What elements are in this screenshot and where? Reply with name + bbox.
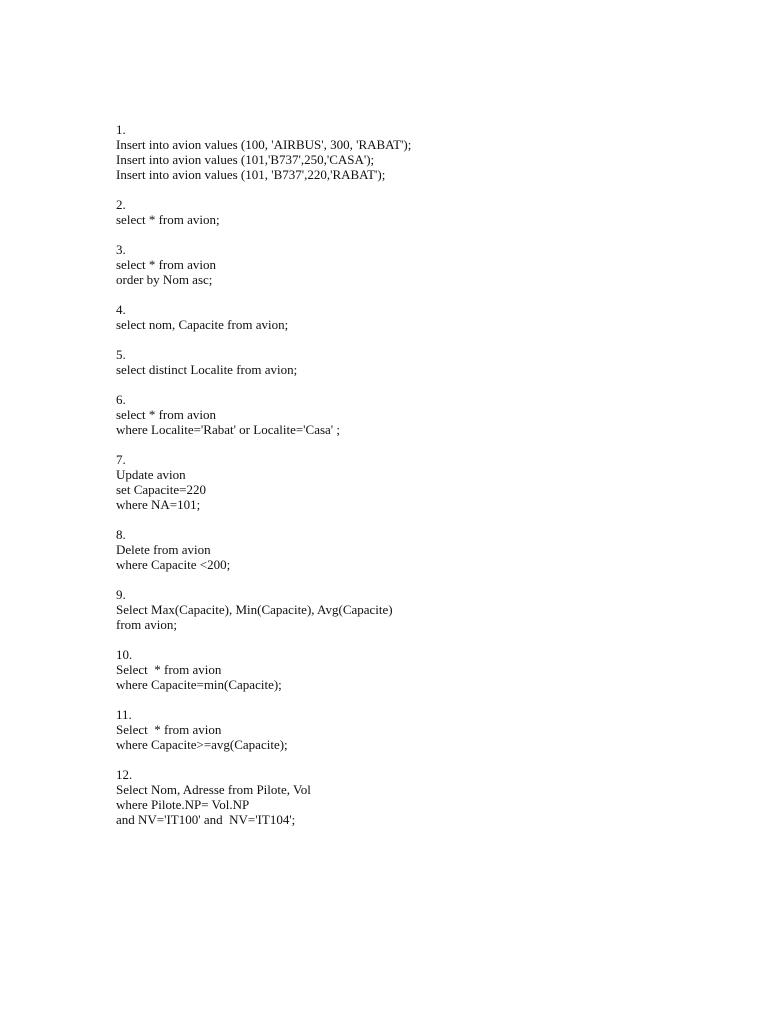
sql-line: where Localite='Rabat' or Localite='Casa' ; xyxy=(116,422,340,437)
sql-line: where Capacite=min(Capacite); xyxy=(116,677,282,692)
exercise-number: 4. xyxy=(116,302,126,317)
sql-line: where Capacite <200; xyxy=(116,557,231,572)
exercise-number: 2. xyxy=(116,197,126,212)
exercise-2 xyxy=(116,197,716,227)
sql-line: and NV='IT100' and NV='IT104'; xyxy=(116,812,296,827)
exercise-12 xyxy=(116,767,716,827)
exercise-number: 10. xyxy=(116,647,133,662)
exercise-number: 11. xyxy=(116,707,132,722)
sql-line: Select * from avion xyxy=(116,722,222,737)
exercise-number: 5. xyxy=(116,347,126,362)
sql-line: Update avion xyxy=(116,467,186,482)
exercise-number: 12. xyxy=(116,767,133,782)
sql-line: Select * from avion xyxy=(116,662,222,677)
sql-line: select * from avion xyxy=(116,407,216,422)
sql-line: Select Max(Capacite), Min(Capacite), Avg(Capacite) xyxy=(116,602,393,617)
exercise-10 xyxy=(116,647,716,692)
exercise-number: 8. xyxy=(116,527,126,542)
sql-line: Select Nom, Adresse from Pilote, Vol xyxy=(116,782,311,797)
sql-line: from avion; xyxy=(116,617,178,632)
exercise-number: 3. xyxy=(116,242,126,257)
sql-line: where Pilote.NP= Vol.NP xyxy=(116,797,250,812)
sql-line: select nom, Capacite from avion; xyxy=(116,317,289,332)
exercise-7 xyxy=(116,452,716,512)
sql-line: order by Nom asc; xyxy=(116,272,213,287)
exercise-number: 7. xyxy=(116,452,126,467)
exercise-4 xyxy=(116,302,716,332)
sql-line: Insert into avion values (101, 'B737',220,'RABAT'); xyxy=(116,167,386,182)
sql-line: select * from avion xyxy=(116,257,216,272)
exercise-8 xyxy=(116,527,716,572)
exercise-3 xyxy=(116,242,716,287)
exercise-number: 6. xyxy=(116,392,126,407)
exercise-number: 1. xyxy=(116,122,126,137)
exercise-number: 9. xyxy=(116,587,126,602)
exercise-9 xyxy=(116,587,716,632)
sql-line: Insert into avion values (100, 'AIRBUS', 300, 'RABAT'); xyxy=(116,137,412,152)
exercise-11 xyxy=(116,707,716,752)
sql-line: Insert into avion values (101,'B737',250,'CASA'); xyxy=(116,152,375,167)
exercise-1 xyxy=(116,122,716,182)
sql-line: select * from avion; xyxy=(116,212,220,227)
sql-exercise-list xyxy=(116,122,716,842)
exercise-5 xyxy=(116,347,716,377)
sql-line: select distinct Localite from avion; xyxy=(116,362,298,377)
sql-line: Delete from avion xyxy=(116,542,211,557)
sql-line: set Capacite=220 xyxy=(116,482,206,497)
exercise-6 xyxy=(116,392,716,437)
sql-line: where Capacite>=avg(Capacite); xyxy=(116,737,288,752)
sql-line: where NA=101; xyxy=(116,497,201,512)
